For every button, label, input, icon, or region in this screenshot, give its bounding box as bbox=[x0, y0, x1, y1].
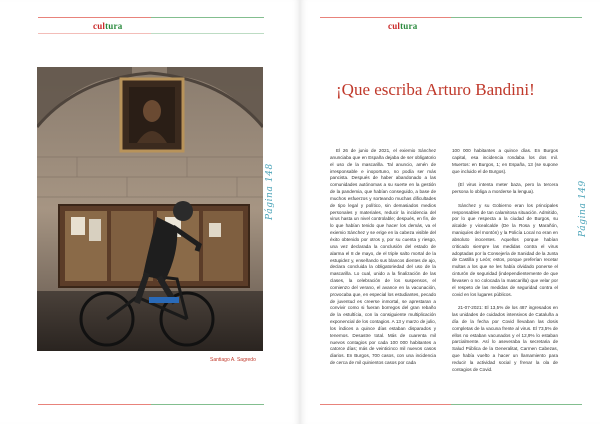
right-page-number: Página 149 bbox=[578, 180, 588, 237]
magazine-logo bbox=[93, 21, 122, 31]
column-2-paragraph-4: 21-07-2021: El 13,5% de los 487 ingresados en las unidades de cuidados intensivos de Cataluña a día de la fecha por Covid llevaban las dosis completas de la vacuna frente al virus. El 73,5% de ellos no estaban vacunados y el 12,9% lo estaban parcialmente. Así lo aseveraba la secretaria de Salud Pública de la Generalitat, Carmen Cabezas, que había vuelto a hacer un llamamiento para reducir la actividad social y frenar la ola de contagios de Covid. bbox=[452, 305, 558, 372]
article-column-1 bbox=[330, 148, 436, 374]
logo-part-1: cul bbox=[388, 21, 401, 31]
column-2-paragraph-2: (El virus intenta meter baza, pero la tercera persona lo obliga a morderse la lengua). bbox=[452, 182, 558, 195]
column-2-paragraph-1: 100 000 habitantes a quince días. En Burgos capital, esa incidencia rondaba los dos mil. Muertos: en Burgos, 1; en España, 13 (se supone que incluido el de Burgos). bbox=[452, 148, 558, 174]
article-title: ¡Que escriba Arturo Bandini! bbox=[336, 80, 535, 99]
column-1-paragraph: El 26 de junio de 2021, el exiemio Sánchez anunciaba que en España dejaba de ser obligatorio el uso de la mascarilla. Tal anuncio, amén de irresponsable e inoportuno, no podía ser más pancista. Después de haber abandonado a las comunidades autónomas a su suerte en la gestión de la pandemia, que habían conseguido, a base de muchos esfuerzos y sorteando muchas dificultades de tipo legal y político, sin demasiados medios personales y materiales, reducir la incidencia del virus hasta un nivel controlable; después, en fin, de lo que habían tenido que hacer los demás, va el exiemio Sánchez y se erige en la cabeza visible del éxito obtenido por otros y, por su cuenta y riesgo, una vez declarada la conclusión del estado de alarma el 8 de mayo, de el triple salto mortal de la estupidez y, enseñando sus blancos dientes de ajo, declara concluida la obligatoriedad del uso de la mascarilla. Lo cual, unido a la finalización de las clases, la celebración de los suspensos, el comienzo del verano, el avance en la vacunación, provocaba que, en especial los estudiantes, pecado de juventud es creerse inmortal, se aprestaran a convivir como si fueran borregos del gran rebaño de la estultícia, con la consiguiente multiplicación exponencial de los contagios. A 13 y marzo de julio, los índices a quince días estaban disparados y tenemos. Desastre total. Más de cuarenta mil nuevos contagios por cada 100 000 habitantes a catorce días; más de veinticinco mil nuevos casos diarios. En Burgos, 700 casos, con una incidencia de cerca de mil quinientos casos por cada bbox=[330, 148, 436, 366]
left-page-number: Página 148 bbox=[265, 163, 275, 220]
top-rule bbox=[320, 17, 582, 18]
logo-part-2: tura bbox=[400, 21, 418, 31]
cyclist-photo bbox=[37, 67, 263, 351]
logo-part-2: tura bbox=[105, 21, 123, 31]
logo-part-1: cul bbox=[93, 21, 106, 31]
cyclist-photo-illustration bbox=[37, 67, 263, 351]
photo-caption: Santiago A. Sagredo bbox=[210, 357, 256, 363]
article-column-2 bbox=[452, 148, 558, 381]
top-rule-2 bbox=[38, 33, 264, 34]
bottom-rule bbox=[320, 404, 582, 405]
bottom-rule bbox=[38, 404, 264, 405]
top-rule bbox=[38, 17, 264, 18]
magazine-logo bbox=[388, 21, 417, 31]
column-2-paragraph-3: Sánchez y su Gobierno eran los principales responsables de tan calamitosa situación. Admitido, por lo que respecta a la ciudad de Burgos, su alcalde y vicealcalde (De la Rosa y Marañón, maniquíes del montón) y la Policía Local no eran en absoluto inocentes. Aquellos porque habían criticado siempre las medidas contra el virus adoptadas por la Consejería de Sanidad de la Junta de Castilla y León; estos, porque preferían recetar multas a los que se les había olvidado ponerse el cinturón de seguridad (independientemente de que llevasen o no colocada la mascarilla) que velar por el respeto de las medidas de seguridad contra el covid en los lugares públicos. bbox=[452, 202, 558, 297]
